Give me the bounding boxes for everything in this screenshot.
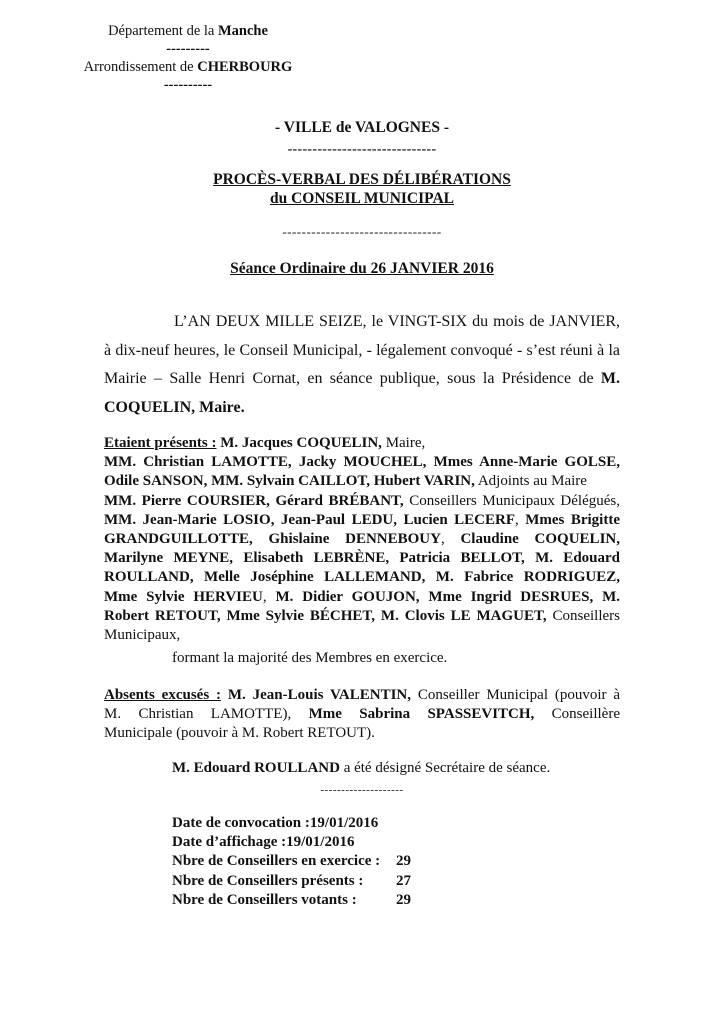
presents-text: MM. Christian LAMOTTE, Jacky MOUCHEL, Mmes Anne-Marie GOLSE, <box>104 454 620 471</box>
presents-line <box>104 626 620 645</box>
presents-text: GRANDGUILLOTTE, Ghislaine DENNEBOUY <box>104 531 441 548</box>
presents-text: MM. Jean-Marie LOSIO, Jean-Paul LEDU, Lucien LECERF <box>104 511 515 528</box>
stat-exercice <box>172 852 411 871</box>
presents-text: Maire, <box>381 435 426 451</box>
presents-line <box>104 472 620 491</box>
presents-text: Adjoints au Maire <box>474 473 587 490</box>
absents-text: Conseiller Municipal (pouvoir à <box>411 687 620 703</box>
stat-votants <box>172 891 411 910</box>
president-name: M. COQUELIN, Maire. <box>104 370 620 416</box>
presents-text: Odile SANSON, MM. Sylvain CAILLOT, Hubert VARIN, <box>104 473 475 490</box>
presents-text: Robert RETOUT, Mme Sylvie BÉCHET, M. Clovis LE MAGUET, <box>104 607 547 624</box>
presents-line <box>104 530 620 549</box>
presents-line <box>104 492 620 511</box>
intro-text: L’AN DEUX MILLE SEIZE, le VINGT-SIX du mois de JANVIER, à dix-neuf heures, le Conseil Municipal, - légalement convoqué - s’est réuni à la Mairie – Salle Henri Cornat, en séance publique, sous la Présidence de <box>104 313 620 387</box>
session-title: Séance Ordinaire du 26 JANVIER 2016 <box>230 260 494 277</box>
presents-line <box>104 588 620 607</box>
stat-value: 19/01/2016 <box>286 834 355 851</box>
presents-line <box>104 607 620 626</box>
presents-text: Conseillers <box>546 607 620 624</box>
absents-block <box>104 686 620 744</box>
presents-text: Marilyne MEYNE, Elisabeth LEBRÈNE, Patricia BELLOT, M. Edouard <box>104 550 620 567</box>
stat-convocation <box>172 814 411 833</box>
secretary-name: M. Edouard ROULLAND <box>172 760 340 776</box>
stat-label: Nbre de Conseillers en exercice : <box>172 853 381 870</box>
header-separator: --------- <box>166 41 210 57</box>
departement-name: Manche <box>217 23 268 39</box>
absents-line <box>104 705 620 724</box>
arrondissement-line <box>60 58 316 76</box>
secretary-statement <box>172 760 550 777</box>
title-separator: ------------------------------ <box>287 142 437 157</box>
header-separator: ---------- <box>163 77 213 93</box>
secretary-separator: -------------------- <box>320 784 404 796</box>
stat-value: 29 <box>396 853 411 870</box>
absents-text: Municipale (pouvoir à M. Robert RETOUT). <box>104 725 375 742</box>
departement-line <box>60 22 316 40</box>
stats-block <box>172 814 411 910</box>
presents-text: Mmes Brigitte <box>518 511 620 528</box>
stat-value: 29 <box>396 891 411 908</box>
stat-presents <box>172 872 411 891</box>
stat-value: 27 <box>396 872 411 889</box>
stat-value: 19/01/2016 <box>309 815 379 831</box>
presents-text: , <box>514 511 519 528</box>
stat-label: Date d’affichage : <box>172 834 287 851</box>
presents-text: , <box>440 531 445 548</box>
absents-text: M. Jean-Louis VALENTIN, <box>221 687 412 703</box>
presents-text: M. Jacques COQUELIN, <box>216 435 382 451</box>
stat-label: Nbre de Conseillers votants : <box>172 891 357 908</box>
stat-label: Date de convocation : <box>172 815 310 831</box>
absents-text: M. Christian LAMOTTE), <box>104 706 292 723</box>
arrondissement-name: CHERBOURG <box>197 59 293 75</box>
presents-line <box>104 549 620 568</box>
majority-statement: formant la majorité des Membres en exercice. <box>172 650 448 666</box>
presents-text: ROULLAND, Melle Joséphine LALLEMAND, M. Fabrice RODRIGUEZ, <box>104 569 620 586</box>
stat-affichage <box>172 833 411 852</box>
document-title-line2: du CONSEIL MUNICIPAL <box>269 190 455 207</box>
presents-line <box>104 568 620 587</box>
departement-prefix: Département de la <box>108 23 218 39</box>
absents-line <box>104 686 620 705</box>
presents-text: , <box>262 588 267 605</box>
presents-line <box>104 511 620 530</box>
absents-line <box>104 724 620 743</box>
presents-block <box>104 434 620 645</box>
title-separator-2: --------------------------------- <box>282 224 442 239</box>
presents-text: M. Didier GOUJON, Mme Ingrid DESRUES, M. <box>266 588 620 605</box>
presents-text: Claudine COQUELIN, <box>444 531 620 548</box>
arrondissement-prefix: Arrondissement de <box>83 59 198 75</box>
presents-text: Conseillers Municipaux Délégués, <box>403 492 620 509</box>
presents-line <box>104 453 620 472</box>
presents-text: MM. Pierre COURSIER, Gérard BRÉBANT, <box>104 492 404 509</box>
header-block <box>60 22 316 94</box>
presents-text: Municipaux, <box>104 627 181 644</box>
presents-label: Etaient présents : <box>104 435 217 451</box>
absents-label: Absents excusés : <box>104 687 222 703</box>
presents-text: Mme Sylvie HERVIEU <box>104 588 263 605</box>
secretary-text: a été désigné Secrétaire de séance. <box>339 760 551 776</box>
town-title: - VILLE de VALOGNES - <box>275 119 449 136</box>
presents-line <box>104 434 620 453</box>
stat-label: Nbre de Conseillers présents : <box>172 872 364 889</box>
intro-paragraph <box>104 308 620 422</box>
document-title-line1: PROCÈS-VERBAL DES DÉLIBÉRATIONS <box>213 171 511 188</box>
absents-text: Conseillère <box>534 706 620 723</box>
absents-text: Mme Sabrina SPASSEVITCH, <box>291 706 535 723</box>
